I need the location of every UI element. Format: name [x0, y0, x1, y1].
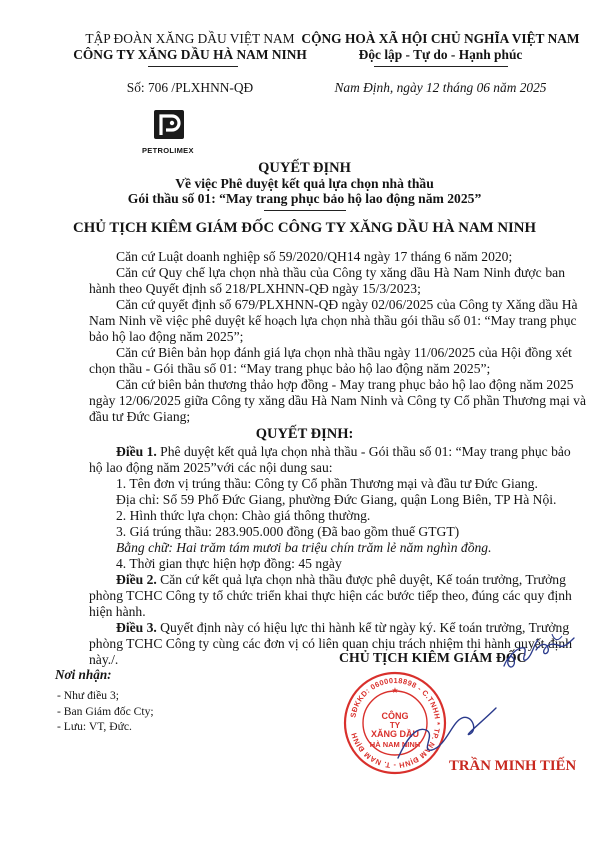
recipient-item: - Như điều 3;: [57, 689, 119, 702]
basis-line: Căn cứ Biên bản họp đánh giá lựa chọn nhà thầu ngày 11/06/2025 của Hội đồng xét: [116, 345, 572, 360]
logo-text: PETROLIMEX: [142, 146, 194, 155]
authority: CHỦ TỊCH KIÊM GIÁM ĐỐC CÔNG TY XĂNG DẦU HÀ NAM NINH: [73, 220, 536, 236]
article-3-text: Quyết định này có hiệu lực thi hành kể từ ngày ký. Kế toán trưởng, Trưởng: [156, 620, 570, 635]
handwritten-signature: [500, 626, 580, 676]
recipient-item: - Ban Giám đốc Cty;: [57, 704, 154, 718]
org-name: CÔNG TY XĂNG DẦU HÀ NAM NINH: [73, 47, 307, 62]
recipient-item: - Lưu: VT, Đức.: [57, 720, 132, 733]
basis-line: Căn cứ biên bản thương thảo hợp đồng - May trang phục bảo hộ lao động năm 2025: [116, 377, 574, 392]
article-1-line: hộ lao động năm 2025”với các nội dung sau:: [89, 460, 333, 475]
article-3-line: [89, 620, 570, 636]
price-words-line: Bằng chữ: Hai trăm tám mươi ba triệu chín trăm lẻ năm nghìn đồng.: [116, 540, 492, 555]
petrolimex-logo: [142, 108, 202, 158]
basis-line: Căn cứ quyết định số 679/PLXHNN-QĐ ngày 02/06/2025 của Công ty Xăng dầu Hà: [116, 297, 578, 312]
stamp-line: HÀ NAM NINH: [369, 740, 421, 749]
basis-line: Căn cứ Quy chế lựa chọn nhà thầu của Công ty xăng dầu Hà Nam Ninh được ban: [116, 265, 565, 280]
stamp-line: XĂNG DẦU: [370, 729, 420, 739]
basis-line: ngày 12/06/2025 giữa Công ty xăng dầu Hà Nam Ninh và Công ty Cổ phần Thương mại và: [89, 393, 587, 408]
basis-line: bảo hộ lao động năm 2025”;: [89, 329, 244, 344]
org-header: [55, 31, 325, 63]
article-1-text: Phê duyệt kết quả lựa chọn nhà thầu - Gói thầu số 01: “May trang phục bảo: [156, 444, 571, 459]
article-2-label: Điều 2.: [116, 572, 157, 587]
basis-line: chọn thầu - Gói thầu số 01: “May trang phục bảo hộ lao động năm 2025”;: [89, 361, 491, 376]
place-date: Nam Định, ngày 12 tháng 06 năm 2025: [334, 80, 547, 95]
national-header: [298, 31, 583, 63]
duration-line: 4. Thời gian thực hiện hợp đồng: 45 ngày: [116, 556, 342, 571]
doc-number: Số: 706 /PLXHNN-QĐ: [126, 80, 254, 95]
basis-line: đầu tư Đức Giang;: [89, 409, 191, 424]
address-line: Địa chỉ: Số 59 Phố Đức Giang, phường Đức Giang, quận Long Biên, TP Hà Nội.: [116, 492, 557, 507]
stamp-line: CÔNG: [381, 711, 409, 721]
doc-type: QUYẾT ĐỊNH: [258, 160, 351, 176]
method-line: 2. Hình thức lựa chọn: Chào giá thông thường.: [116, 508, 371, 523]
article-2-line: hiện hành.: [89, 604, 146, 619]
recipients-list: [57, 688, 154, 735]
signer-title: CHỦ TỊCH KIÊM GIÁM ĐỐC: [339, 650, 527, 665]
article-1-line: [89, 444, 571, 460]
signer-name: TRẦN MINH TIẾN: [449, 758, 577, 774]
org-parent: TẬP ĐOÀN XĂNG DẦU VIỆT NAM: [85, 31, 295, 46]
basis-line: hành theo Quyết định số 218/PLXHNN-QĐ ngày 15/3/2023;: [89, 281, 421, 296]
national-title: CỘNG HOÀ XÃ HỘI CHỦ NGHĨA VIỆT NAM: [301, 31, 580, 46]
org-underline: [148, 66, 238, 67]
national-motto: Độc lập - Tự do - Hạnh phúc: [358, 47, 523, 62]
doc-subject-2: Gói thầu số 01: “May trang phục bảo hộ lao động năm 2025”: [127, 191, 482, 206]
recipients-title: Nơi nhận:: [55, 667, 112, 682]
svg-text:★: ★: [391, 686, 399, 695]
price-line: 3. Giá trúng thầu: 283.905.000 đồng (Đã bao gồm thuế GTGT): [116, 524, 460, 539]
article-3-label: Điều 3.: [116, 620, 157, 635]
winner-line: 1. Tên đơn vị trúng thầu: Công ty Cổ phần Thương mại và đầu tư Đức Giang.: [116, 476, 538, 491]
basis-line: Nam Ninh về việc phê duyệt kế hoạch lựa chọn nhà thầu gói thầu số 01: “May trang phục: [89, 313, 577, 328]
article-3-line: phòng TCHC Công ty cùng các đơn vị có liên quan chịu trách nhiệm thi hành quyết định: [89, 636, 573, 651]
petrolimex-logo-icon: [142, 108, 202, 148]
article-2-line: phòng TCHC Công ty tổ chức triển khai thực hiện các bước tiếp theo, đúng các quy định: [89, 588, 572, 603]
stamp-line: TY: [389, 721, 401, 730]
article-2-line: [89, 572, 565, 588]
article-1-label: Điều 1.: [116, 444, 157, 459]
motto-underline: [374, 66, 508, 67]
decision-heading: QUYẾT ĐỊNH:: [255, 426, 354, 442]
basis-line: Căn cứ Luật doanh nghiệp số 59/2020/QH14 ngày 17 tháng 6 năm 2020;: [116, 249, 513, 264]
stamp-ring-text: SĐKKD: 0600018898 - C.TNHH * TP. NAM ĐỊNH - T. NAM ĐỊNH: [348, 675, 443, 771]
article-2-text: Căn cứ kết quả lựa chọn nhà thầu được phê duyệt, Kế toán trưởng, Trưởng: [156, 572, 566, 587]
doc-subject-1: Về việc Phê duyệt kết quả lựa chọn nhà thầu: [175, 176, 434, 191]
subject-underline: [264, 210, 346, 211]
article-3-line: này./.: [89, 652, 119, 667]
